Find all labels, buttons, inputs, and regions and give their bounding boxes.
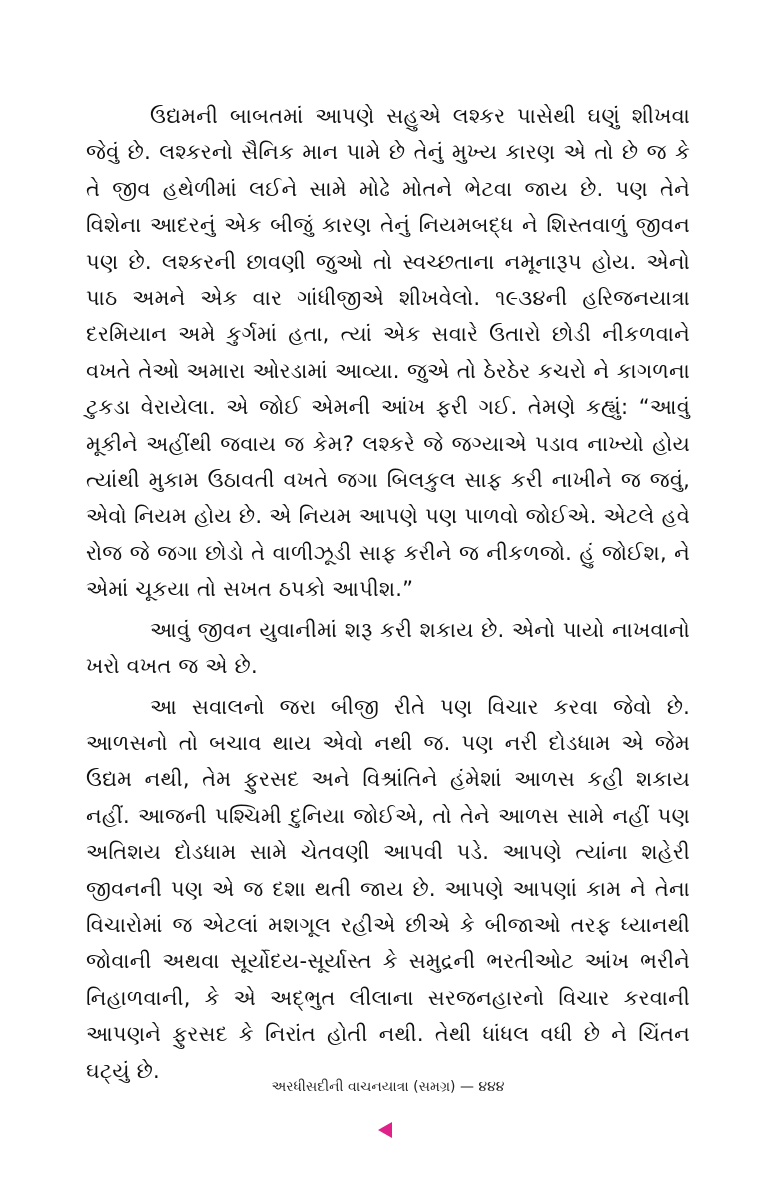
page-body [86, 98, 690, 1089]
previous-page-arrow-icon[interactable] [378, 1122, 392, 1138]
page-footer: અરધીસદીની વાચનયાત્રા (સમગ્ર) — ૪૪૪ [271, 1079, 505, 1095]
paragraph-1: ઉદ્યમની બાબતમાં આપણે સહુએ લશ્કર પાસેથી ઘણું શીખવા જેવું છે. લશ્કરનો સૈનિક માન પામે છે તેનું મુખ્ય કારણ એ તો છે જ કે તે જીવ હથેળીમાં લઈને સામે મોઢે મોતને ભેટવા જાય છે. પણ તેને વિશેના આદરનું એક બીજું કારણ તેનું નિયમબદ્ધ ને શિસ્તવાળું જીવન પણ છે. લશ્કરની છાવણી જુઓ તો સ્વચ્છતાના નમૂનારૂપ હોય. એનો પાઠ અમને એક વાર ગાંધીજીએ શીખવેલો. ૧૯૩૪ની હરિજનયાત્રા દરમિયાન અમે કુર્ગમાં હતા, ત્યાં એક સવારે ઉતારો છોડી નીકળવાને વખતે તેઓ અમારા ઓરડામાં આવ્યા. જુએ તો ઠેરઠેર કચરો ને કાગળના ટુકડા વેરાયેલા. એ જોઈ એમની આંખ ફરી ગઈ. તેમણે કહ્યું: “આવું મૂકીને અહીંથી જવાય જ કેમ? લશ્કરે જે જગ્યાએ પડાવ નાખ્યો હોય ત્યાંથી મુકામ ઉઠાવતી વખતે જગા બિલકુલ સાફ કરી નાખીને જ જવું, એવો નિયમ હોય છે. એ નિયમ આપણે પણ પાળવો જોઈએ. એટલે હવે રોજ જે જગા છોડો તે વાળીઝૂડી સાફ કરીને જ નીકળજો. હું જોઈશ, ને એમાં ચૂકયા તો સખત ઠપકો આપીશ.” [86, 104, 690, 602]
paragraph-2: આવું જીવન યુવાનીમાં શરૂ કરી શકાય છે. એનો પાયો નાખવાનો ખરો વખત જ એ છે. [86, 617, 690, 679]
paragraph-3: આ સવાલનો જરા બીજી રીતે પણ વિચાર કરવા જેવો છે. આળસનો તો બચાવ થાય એવો નથી જ. પણ નરી દોડધામ એ જેમ ઉદ્યમ નથી, તેમ ફુરસદ અને વિશ્રાંતિને હંમેશાં આળસ કહી શકાય નહીં. આજની પશ્ચિમી દુનિયા જોઈએ, તો તેને આળસ સામે નહીં પણ અતિશય દોડધામ સામે ચેતવણી આપવી પડે. આપણે ત્યાંના શહેરી જીવનની પણ એ જ દશા થતી જાય છે. આપણે આપણાં કામ ને તેના વિચારોમાં જ એટલાં મશગૂલ રહીએ છીએ કે બીજાઓ તરફ ધ્યાનથી જોવાની અથવા સૂર્યોદય-સૂર્યાસ્ત કે સમુદ્રની ભરતીઓટ આંખ ભરીને નિહાળવાની, કે એ અદ્ભુત લીલાના સરજનહારનો વિચાર કરવાની આપણને ફુરસદ કે નિરાંત હોતી નથી. તેથી ધાંધલ વધી છે ને ચિંતન ઘટ્યું છે. [86, 694, 690, 1083]
